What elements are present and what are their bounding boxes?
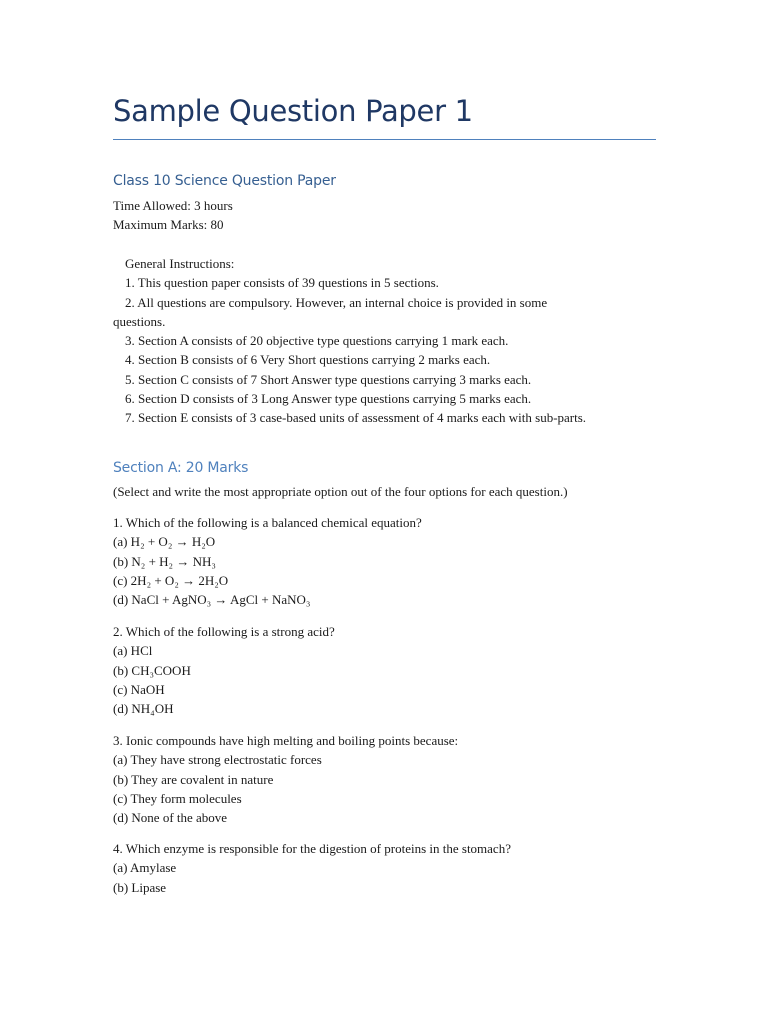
question-text: 4. Which enzyme is responsible for the digestion of proteins in the stomach? (113, 841, 511, 856)
question-text: 1. Which of the following is a balanced chemical equation? (113, 515, 422, 530)
answer-option: (d) NH₄OH (113, 701, 174, 717)
section-a-note: (Select and write the most appropriate option out of the four options for each question.) (113, 484, 568, 499)
question-1 (113, 513, 656, 609)
general-instructions (113, 254, 656, 428)
instruction-line: 3. Section A consists of 20 objective type questions carrying 1 mark each. (125, 333, 509, 349)
instruction-line: 7. Section E consists of 3 case-based units of assessment of 4 marks each with sub-parts. (125, 410, 587, 426)
answer-option: (a) They have strong electrostatic forces (113, 752, 322, 768)
question-4 (113, 839, 656, 897)
instruction-line: questions. (113, 313, 166, 329)
title-divider (113, 139, 656, 140)
question-3 (113, 731, 656, 827)
answer-option: (b) N₂ + H₂ → NH₃ (113, 553, 216, 569)
time-allowed: Time Allowed: 3 hours (113, 198, 233, 213)
question-text: 2. Which of the following is a strong acid? (113, 624, 335, 639)
question-text: 3. Ionic compounds have high melting and boiling points because: (113, 733, 459, 748)
answer-option: (a) Amylase (113, 860, 177, 876)
section-a-heading: Section A: 20 Marks (113, 460, 249, 476)
section-a-note-block (113, 482, 656, 501)
instruction-line: 5. Section C consists of 7 Short Answer type questions carrying 3 marks each. (125, 371, 532, 387)
maximum-marks: Maximum Marks: 80 (113, 217, 224, 233)
exam-meta (113, 196, 656, 235)
instruction-line: 2. All questions are compulsory. However, an internal choice is provided in some (125, 294, 548, 310)
paper-subtitle: Class 10 Science Question Paper (113, 173, 336, 189)
answer-option: (b) They are covalent in nature (113, 771, 274, 787)
answer-option: (c) 2H₂ + O₂ → 2H₂O (113, 572, 229, 588)
answer-option: (c) NaOH (113, 681, 165, 697)
instruction-line: 1. This question paper consists of 39 questions in 5 sections. (125, 275, 439, 291)
instruction-line: 6. Section D consists of 3 Long Answer type questions carrying 5 marks each. (125, 391, 532, 407)
instruction-line: 4. Section B consists of 6 Very Short questions carrying 2 marks each. (125, 352, 491, 368)
answer-option: (b) CH₃COOH (113, 662, 191, 678)
answer-option: (a) HCl (113, 643, 153, 659)
answer-option: (b) Lipase (113, 879, 167, 895)
answer-option: (c) They form molecules (113, 790, 242, 806)
answer-option: (a) H₂ + O₂ → H₂O (113, 534, 216, 550)
document-title: Sample Question Paper 1 (113, 94, 473, 128)
instructions-heading: General Instructions: (125, 256, 235, 271)
answer-option: (d) None of the above (113, 810, 228, 826)
question-2 (113, 622, 656, 718)
answer-option: (d) NaCl + AgNO₃ → AgCl + NaNO₃ (113, 592, 311, 608)
